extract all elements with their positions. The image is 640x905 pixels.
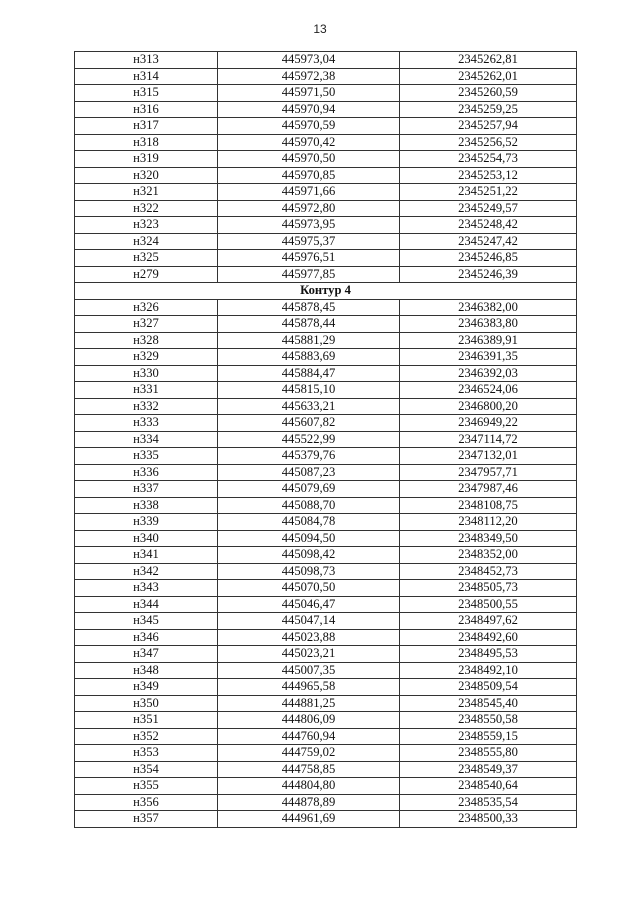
point-cell: н332: [75, 398, 218, 415]
x-coordinate-cell: 445975,37: [218, 233, 400, 250]
y-coordinate-cell: 2346392,03: [400, 365, 577, 382]
x-coordinate-cell: 445522,99: [218, 431, 400, 448]
x-coordinate-cell: 445070,50: [218, 580, 400, 597]
page-number: 13: [313, 22, 327, 36]
table-row: [75, 382, 577, 399]
point-cell: н336: [75, 464, 218, 481]
y-coordinate-cell: 2348352,00: [400, 547, 577, 564]
x-coordinate-cell: 445884,47: [218, 365, 400, 382]
table-row: [75, 695, 577, 712]
y-coordinate-cell: 2348452,73: [400, 563, 577, 580]
x-coordinate-cell: 445607,82: [218, 415, 400, 432]
table-row: [75, 332, 577, 349]
x-coordinate-cell: 445971,66: [218, 184, 400, 201]
table-row: [75, 151, 577, 168]
y-coordinate-cell: 2345253,12: [400, 167, 577, 184]
y-coordinate-cell: 2345246,39: [400, 266, 577, 283]
table-row: [75, 316, 577, 333]
table-row: [75, 778, 577, 795]
x-coordinate-cell: 444758,85: [218, 761, 400, 778]
x-coordinate-cell: 444878,89: [218, 794, 400, 811]
point-cell: н314: [75, 68, 218, 85]
point-cell: н356: [75, 794, 218, 811]
table-row: [75, 250, 577, 267]
table-row: [75, 679, 577, 696]
point-cell: н313: [75, 52, 218, 69]
x-coordinate-cell: 445815,10: [218, 382, 400, 399]
table-row: [75, 745, 577, 762]
table-row: [75, 266, 577, 283]
table-row: [75, 530, 577, 547]
y-coordinate-cell: 2346389,91: [400, 332, 577, 349]
x-coordinate-cell: 445084,78: [218, 514, 400, 531]
table-row: [75, 514, 577, 531]
point-cell: н357: [75, 811, 218, 828]
x-coordinate-cell: 445972,80: [218, 200, 400, 217]
y-coordinate-cell: 2348540,64: [400, 778, 577, 795]
table-row: [75, 365, 577, 382]
x-coordinate-cell: 445088,70: [218, 497, 400, 514]
y-coordinate-cell: 2347987,46: [400, 481, 577, 498]
point-cell: н355: [75, 778, 218, 795]
point-cell: н343: [75, 580, 218, 597]
point-cell: н328: [75, 332, 218, 349]
y-coordinate-cell: 2345260,59: [400, 85, 577, 102]
table-row: [75, 448, 577, 465]
x-coordinate-cell: 445079,69: [218, 481, 400, 498]
point-cell: н338: [75, 497, 218, 514]
table-row: [75, 184, 577, 201]
x-coordinate-cell: 445973,95: [218, 217, 400, 234]
point-cell: н340: [75, 530, 218, 547]
table-row: [75, 217, 577, 234]
point-cell: н317: [75, 118, 218, 135]
y-coordinate-cell: 2346391,35: [400, 349, 577, 366]
point-cell: н353: [75, 745, 218, 762]
y-coordinate-cell: 2345262,81: [400, 52, 577, 69]
x-coordinate-cell: 445047,14: [218, 613, 400, 630]
y-coordinate-cell: 2348349,50: [400, 530, 577, 547]
point-cell: н325: [75, 250, 218, 267]
y-coordinate-cell: 2346524,06: [400, 382, 577, 399]
table-row: [75, 134, 577, 151]
point-cell: н344: [75, 596, 218, 613]
x-coordinate-cell: 445878,45: [218, 299, 400, 316]
table-row: [75, 167, 577, 184]
x-coordinate-cell: 445881,29: [218, 332, 400, 349]
x-coordinate-cell: 445023,88: [218, 629, 400, 646]
y-coordinate-cell: 2348492,10: [400, 662, 577, 679]
x-coordinate-cell: 445878,44: [218, 316, 400, 333]
table-row: [75, 68, 577, 85]
x-coordinate-cell: 445970,50: [218, 151, 400, 168]
x-coordinate-cell: 445970,94: [218, 101, 400, 118]
point-cell: н335: [75, 448, 218, 465]
y-coordinate-cell: 2346383,80: [400, 316, 577, 333]
point-cell: н348: [75, 662, 218, 679]
y-coordinate-cell: 2348492,60: [400, 629, 577, 646]
table-row: [75, 464, 577, 481]
table-row: [75, 497, 577, 514]
x-coordinate-cell: 445633,21: [218, 398, 400, 415]
y-coordinate-cell: 2348549,37: [400, 761, 577, 778]
point-cell: н321: [75, 184, 218, 201]
table-row: [75, 761, 577, 778]
point-cell: н341: [75, 547, 218, 564]
table-row: [75, 233, 577, 250]
y-coordinate-cell: 2345248,42: [400, 217, 577, 234]
x-coordinate-cell: 444759,02: [218, 745, 400, 762]
y-coordinate-cell: 2345259,25: [400, 101, 577, 118]
table-row: [75, 712, 577, 729]
y-coordinate-cell: 2345262,01: [400, 68, 577, 85]
point-cell: н350: [75, 695, 218, 712]
table-row: [75, 101, 577, 118]
table-row: [75, 85, 577, 102]
x-coordinate-cell: 445046,47: [218, 596, 400, 613]
point-cell: н322: [75, 200, 218, 217]
table-row: [75, 547, 577, 564]
x-coordinate-cell: 444965,58: [218, 679, 400, 696]
y-coordinate-cell: 2348555,80: [400, 745, 577, 762]
x-coordinate-cell: 445098,73: [218, 563, 400, 580]
x-coordinate-cell: 445883,69: [218, 349, 400, 366]
table-row: [75, 563, 577, 580]
x-coordinate-cell: 445007,35: [218, 662, 400, 679]
y-coordinate-cell: 2347114,72: [400, 431, 577, 448]
point-cell: н324: [75, 233, 218, 250]
y-coordinate-cell: 2348112,20: [400, 514, 577, 531]
x-coordinate-cell: 445379,76: [218, 448, 400, 465]
point-cell: н279: [75, 266, 218, 283]
y-coordinate-cell: 2345256,52: [400, 134, 577, 151]
point-cell: н330: [75, 365, 218, 382]
y-coordinate-cell: 2345249,57: [400, 200, 577, 217]
point-cell: н351: [75, 712, 218, 729]
y-coordinate-cell: 2348545,40: [400, 695, 577, 712]
table-row: [75, 596, 577, 613]
point-cell: н318: [75, 134, 218, 151]
point-cell: н346: [75, 629, 218, 646]
point-cell: н333: [75, 415, 218, 432]
x-coordinate-cell: 444804,80: [218, 778, 400, 795]
point-cell: н327: [75, 316, 218, 333]
y-coordinate-cell: 2348535,54: [400, 794, 577, 811]
y-coordinate-cell: 2348509,54: [400, 679, 577, 696]
y-coordinate-cell: 2345246,85: [400, 250, 577, 267]
table-row: [75, 299, 577, 316]
section-row: [75, 283, 577, 300]
point-cell: н326: [75, 299, 218, 316]
y-coordinate-cell: 2348495,53: [400, 646, 577, 663]
x-coordinate-cell: 445094,50: [218, 530, 400, 547]
table-row: [75, 415, 577, 432]
table-row: [75, 646, 577, 663]
y-coordinate-cell: 2347957,71: [400, 464, 577, 481]
point-cell: н334: [75, 431, 218, 448]
y-coordinate-cell: 2346949,22: [400, 415, 577, 432]
y-coordinate-cell: 2348559,15: [400, 728, 577, 745]
x-coordinate-cell: 445087,23: [218, 464, 400, 481]
table-row: [75, 613, 577, 630]
table-row: [75, 52, 577, 69]
table-row: [75, 200, 577, 217]
point-cell: н339: [75, 514, 218, 531]
point-cell: н354: [75, 761, 218, 778]
section-title: Контур 4: [75, 283, 577, 300]
point-cell: н323: [75, 217, 218, 234]
point-cell: н352: [75, 728, 218, 745]
point-cell: н337: [75, 481, 218, 498]
point-cell: н320: [75, 167, 218, 184]
table-row: [75, 811, 577, 828]
point-cell: н315: [75, 85, 218, 102]
y-coordinate-cell: 2348108,75: [400, 497, 577, 514]
x-coordinate-cell: 445972,38: [218, 68, 400, 85]
point-cell: н331: [75, 382, 218, 399]
x-coordinate-cell: 444806,09: [218, 712, 400, 729]
y-coordinate-cell: 2348505,73: [400, 580, 577, 597]
y-coordinate-cell: 2345251,22: [400, 184, 577, 201]
coordinates-table: [74, 51, 577, 828]
table-row: [75, 398, 577, 415]
table-row: [75, 728, 577, 745]
table-row: [75, 431, 577, 448]
x-coordinate-cell: 444760,94: [218, 728, 400, 745]
point-cell: н349: [75, 679, 218, 696]
y-coordinate-cell: 2348500,55: [400, 596, 577, 613]
table-row: [75, 629, 577, 646]
table-row: [75, 662, 577, 679]
point-cell: н319: [75, 151, 218, 168]
x-coordinate-cell: 445023,21: [218, 646, 400, 663]
point-cell: н347: [75, 646, 218, 663]
y-coordinate-cell: 2348497,62: [400, 613, 577, 630]
x-coordinate-cell: 444881,25: [218, 695, 400, 712]
x-coordinate-cell: 445977,85: [218, 266, 400, 283]
table-row: [75, 580, 577, 597]
x-coordinate-cell: 445973,04: [218, 52, 400, 69]
x-coordinate-cell: 445970,59: [218, 118, 400, 135]
x-coordinate-cell: 445976,51: [218, 250, 400, 267]
x-coordinate-cell: 445970,85: [218, 167, 400, 184]
y-coordinate-cell: 2345257,94: [400, 118, 577, 135]
x-coordinate-cell: 445970,42: [218, 134, 400, 151]
y-coordinate-cell: 2347132,01: [400, 448, 577, 465]
y-coordinate-cell: 2348550,58: [400, 712, 577, 729]
x-coordinate-cell: 444961,69: [218, 811, 400, 828]
point-cell: н342: [75, 563, 218, 580]
y-coordinate-cell: 2348500,33: [400, 811, 577, 828]
table-row: [75, 794, 577, 811]
y-coordinate-cell: 2346800,20: [400, 398, 577, 415]
table-row: [75, 118, 577, 135]
point-cell: н329: [75, 349, 218, 366]
table-row: [75, 349, 577, 366]
y-coordinate-cell: 2345247,42: [400, 233, 577, 250]
x-coordinate-cell: 445098,42: [218, 547, 400, 564]
y-coordinate-cell: 2345254,73: [400, 151, 577, 168]
y-coordinate-cell: 2346382,00: [400, 299, 577, 316]
x-coordinate-cell: 445971,50: [218, 85, 400, 102]
point-cell: н345: [75, 613, 218, 630]
point-cell: н316: [75, 101, 218, 118]
table-row: [75, 481, 577, 498]
